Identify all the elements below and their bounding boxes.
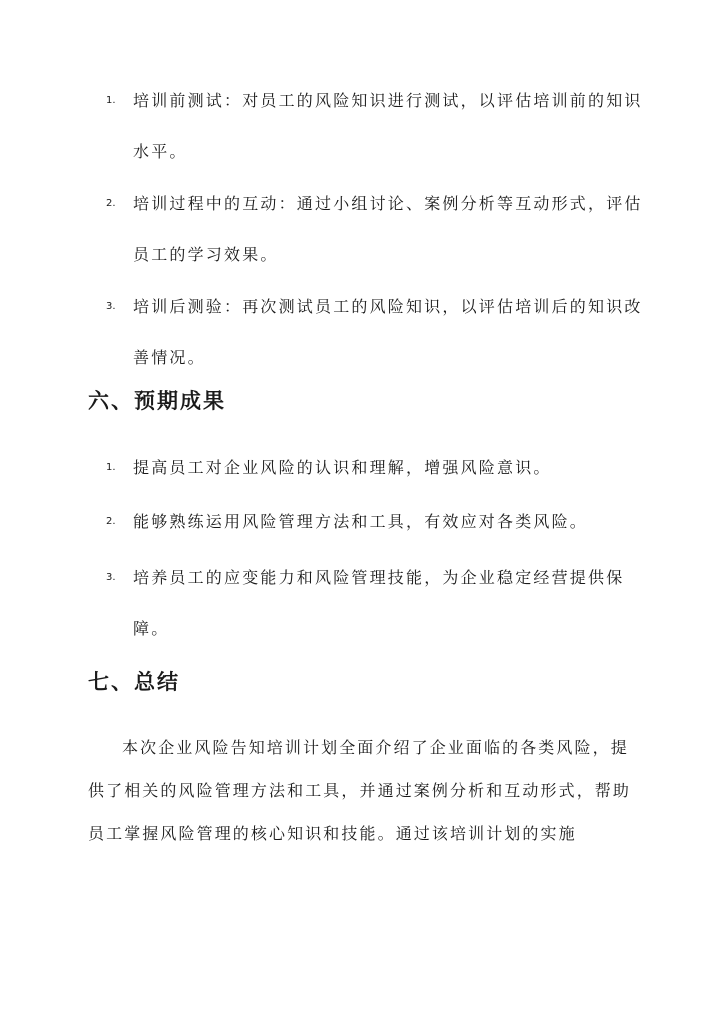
- list-item-number: 3.: [106, 301, 116, 312]
- section-heading-expected-results: 六、预期成果: [88, 389, 226, 413]
- list-item-number: 1.: [106, 95, 116, 106]
- list-item: [106, 552, 646, 654]
- list-item-text: 提高员工对企业风险的认识和理解，增强风险意识。: [133, 458, 552, 477]
- list-item: [106, 178, 646, 280]
- section-heading-summary: 七、总结: [88, 670, 180, 694]
- list-item-text: 培训过程中的互动：通过小组讨论、案例分析等互动形式，评估员工的学习效果。: [133, 194, 643, 264]
- list-item-text: 能够熟练运用风险管理方法和工具，有效应对各类风险。: [133, 512, 589, 531]
- list-item-number: 1.: [106, 462, 116, 473]
- list-item-text: 培训后测验：再次测试员工的风险知识，以评估培训后的知识改善情况。: [133, 297, 643, 367]
- list-item: [106, 442, 646, 493]
- list-item-text: 培训前测试：对员工的风险知识进行测试，以评估培训前的知识水平。: [133, 91, 643, 161]
- list-item: [106, 496, 646, 547]
- list-item-text: 培养员工的应变能力和风险管理技能，为企业稳定经营提供保障。: [133, 568, 625, 638]
- list-item: [106, 281, 646, 383]
- list-item: [106, 75, 646, 177]
- list-item-number: 2.: [106, 198, 116, 209]
- summary-paragraph: 本次企业风险告知培训计划全面介绍了企业面临的各类风险，提供了相关的风险管理方法和工具，并通过案例分析和互动形式，帮助员工掌握风险管理的核心知识和技能。通过该培训计划的实施: [88, 738, 632, 843]
- list-item-number: 2.: [106, 516, 116, 527]
- list-item-number: 3.: [106, 572, 116, 583]
